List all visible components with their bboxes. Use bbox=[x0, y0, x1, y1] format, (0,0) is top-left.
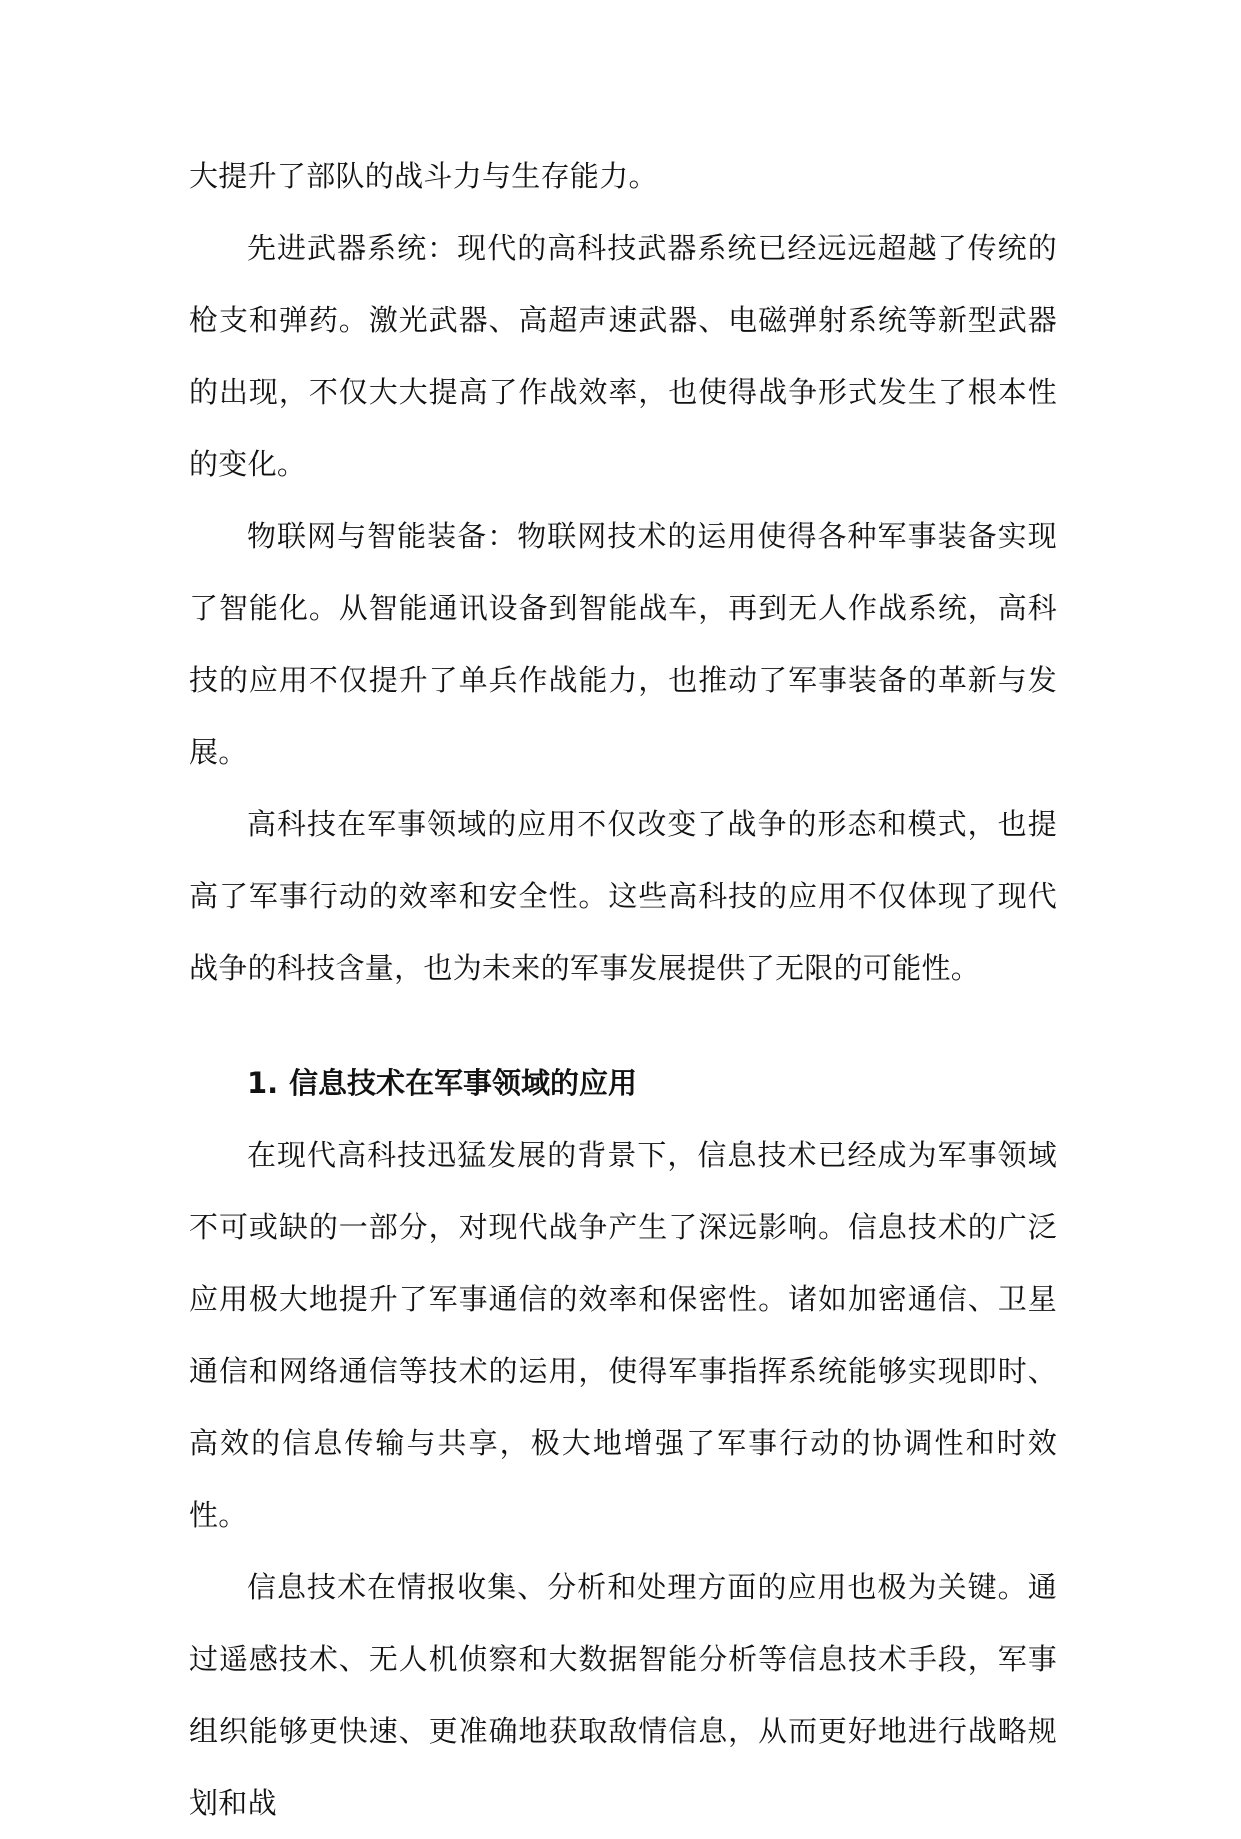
paragraph-advanced-weapons: 先进武器系统：现代的高科技武器系统已经远远超越了传统的枪支和弹药。激光武器、高超声速武器、电磁弹射系统等新型武器的出现，不仅大大提高了作战效率，也使得战争形式发生了根本性的变化。 bbox=[189, 231, 1057, 481]
paragraph-it-intelligence: 信息技术在情报收集、分析和处理方面的应用也极为关键。通过遥感技术、无人机侦察和大数据智能分析等信息技术手段，军事组织能够更快速、更准确地获取敌情信息，从而更好地进行战略规划和战 bbox=[189, 1570, 1057, 1820]
document-body bbox=[189, 140, 1057, 1839]
section-number: 1. bbox=[247, 1066, 279, 1100]
paragraph-iot-smart-equipment: 物联网与智能装备：物联网技术的运用使得各种军事装备实现了智能化。从智能通讯设备到智能战车，再到无人作战系统，高科技的应用不仅提升了单兵作战能力，也推动了军事装备的革新与发展。 bbox=[189, 519, 1057, 769]
section-title: 信息技术在军事领域的应用 bbox=[289, 1066, 638, 1100]
paragraph-continuation: 大提升了部队的战斗力与生存能力。 bbox=[189, 159, 658, 193]
paragraph-it-communication: 在现代高科技迅猛发展的背景下，信息技术已经成为军事领域不可或缺的一部分，对现代战争产生了深远影响。信息技术的广泛应用极大地提升了军事通信的效率和保密性。诸如加密通信、卫星通信和网络通信等技术的运用，使得军事指挥系统能够实现即时、高效的信息传输与共享，极大地增强了军事行动的协调性和时效性。 bbox=[189, 1138, 1057, 1532]
paragraph-hightech-summary: 高科技在军事领域的应用不仅改变了战争的形态和模式，也提高了军事行动的效率和安全性。这些高科技的应用不仅体现了现代战争的科技含量，也为未来的军事发展提供了无限的可能性。 bbox=[189, 807, 1057, 985]
section-heading bbox=[189, 1047, 1057, 1119]
